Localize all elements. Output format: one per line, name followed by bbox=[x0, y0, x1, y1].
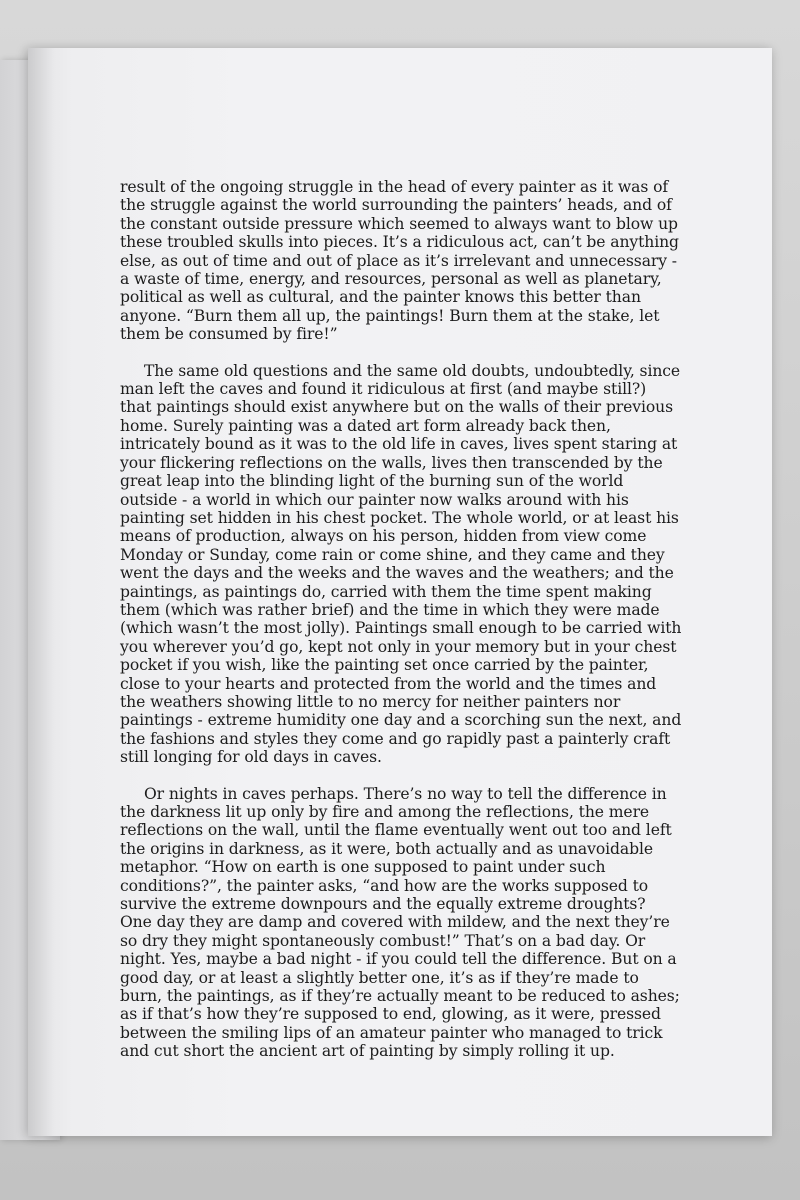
paragraph-1: result of the ongoing struggle in the head of every painter as it was of the struggle against the world surrounding the painters’ heads, and of the constant outside pressure which seemed to always want to blow up these troubled skulls into pieces. It’s a ridiculous act, can’t be anything else, as out of time and out of place as it’s irrelevant and unnecessary - a waste of time, energy, and resources, personal as well as planetary, political as well as cultural, and the painter knows this better than anyone. “Burn them all up, the paintings! Burn them at the stake, let them be consumed by fire!” bbox=[120, 178, 679, 344]
page-text bbox=[120, 178, 682, 1079]
paragraph-3: Or nights in caves perhaps. There’s no way to tell the difference in the darkness lit up only by fire and among the reflections, the mere reflections on the wall, until the flame eventually went out too and left the origins in darkness, as it were, both actually and as unavoidable metaphor. “How on earth is one supposed to paint under such conditions?”, the painter asks, “and how are the works supposed to survive the extreme downpours and the equally extreme droughts? One day they are damp and covered with mildew, and the next they’re so dry they might spontaneously combust!” That’s on a bad day. Or night. Yes, maybe a bad night - if you could tell the difference. But on a good day, or at least a slightly better one, it’s as if they’re made to burn, the paintings, as if they’re actually meant to be reduced to ashes; as if that’s how they’re supposed to end, glowing, as it were, pressed between the smiling lips of an amateur painter who managed to trick and cut short the ancient art of painting by simply rolling it up. bbox=[120, 784, 680, 1061]
paragraph-2: The same old questions and the same old doubts, undoubtedly, since man left the caves and found it ridiculous at first (and maybe still?) that paintings should exist anywhere but on the walls of their previous home. Surely painting was a dated art form already back then, intricately bound as it was to the old life in caves, lives spent staring at your flickering reflections on the walls, lives then transcended by the great leap into the blinding light of the burning sun of the world outside - a world in which our painter now walks around with his painting set hidden in his chest pocket. The whole world, or at least his means of production, always on his person, hidden from view come Monday or Sunday, come rain or come shine, and they came and they went the days and the weeks and the waves and the weathers; and the paintings, as paintings do, carried with them the time spent making them (which was rather brief) and the time in which they were made (which wasn’t the most jolly). Paintings small enough to be carried with you wherever you’d go, kept not only in your memory but in your chest pocket if you wish, like the painting set once carried by the painter, close to your hearts and protected from the world and the times and the weathers showing little to no mercy for neither painters nor paintings - extreme humidity one day and a scorching sun the next, and the fashions and styles they come and go rapidly past a painterly craft still longing for old days in caves. bbox=[120, 361, 682, 767]
